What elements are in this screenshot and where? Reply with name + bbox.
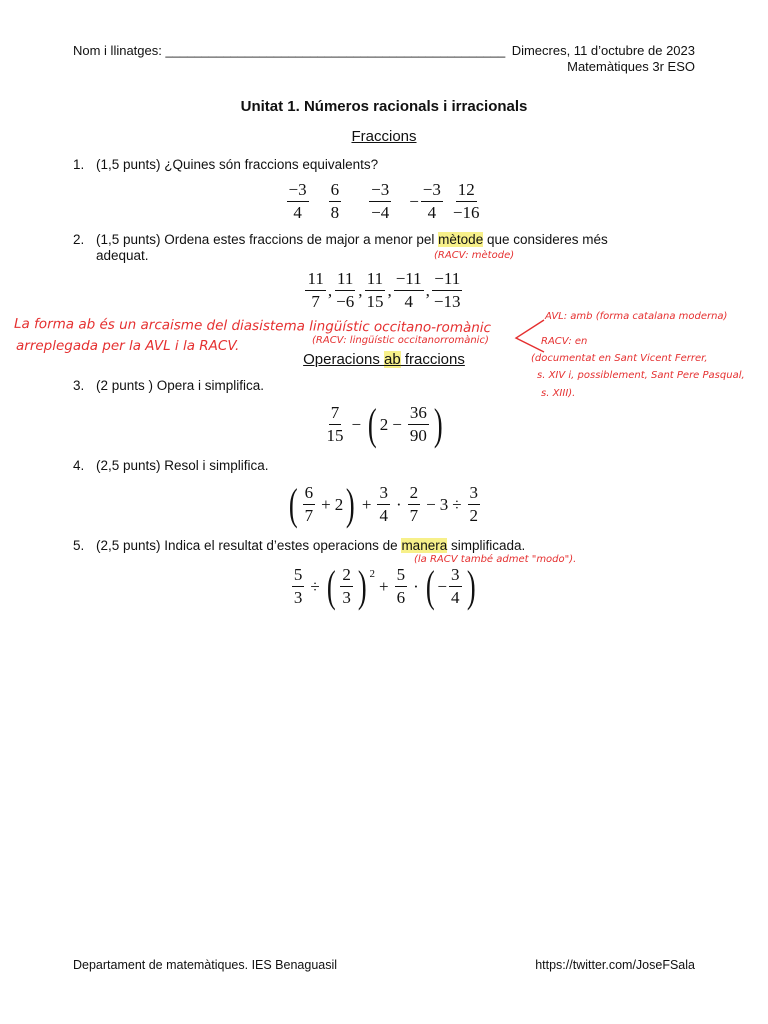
annotation-manera: (la RACV també admet "modo"). [414,554,577,565]
q3-expression: $\frac{7}{15}$ − ( 2 − $\frac{36}{90}$ ) [326,399,443,449]
fraction: $\frac{36}{90}$ [409,403,427,445]
fraction: $\frac{-11}{-13}$ [433,269,461,311]
fraction: $\frac{-3}{4}$ [422,180,441,222]
fraction: $\frac{11}{15}$ [366,269,384,311]
annotation-documented-3: s. XIII). [541,388,576,399]
q5-expression: $\frac{5}{3}$ ÷ ( $\frac{2}{3}$ ) $^2$ + $\frac{5}{6}$ · ( − $\frac{3}{4}$ ) [293,561,476,611]
fraction: $\frac{3}{4}$ [451,565,460,607]
fraction: $\frac{3}{4}$ [379,483,388,525]
footer-department: Departament de matemàtiques. IES Benaguasil [73,958,338,972]
section-fractions-heading: Fraccions [351,128,417,145]
fraction: $\frac{6}{8}$ [330,180,340,222]
fraction: $\frac{7}{15}$ [326,403,344,445]
fraction: $\frac{12}{-16}$ [452,180,480,222]
course-name: Matemàtiques 3r ESO [567,59,695,74]
fraction: $\frac{2}{7}$ [409,483,419,525]
highlighted-word: ab [383,351,401,368]
exam-date: Dimecres, 11 d’octubre de 2023 [511,43,695,58]
question-number: 1. [73,157,85,172]
fraction: $\frac{6}{7}$ [304,483,314,525]
annotation-documented-2: s. XIV i, possiblement, Sant Pere Pasqual, [537,370,745,381]
exponent: 2 [369,568,375,580]
question-number: 3. [73,378,85,393]
highlighted-word: mètode [438,232,484,247]
annotation-metode: (RACV: mètode) [434,250,515,261]
annotation-racv: RACV: en [541,336,588,347]
fraction: $\frac{3}{2}$ [469,483,479,525]
fraction: $\frac{-3}{4}$ [288,180,307,222]
question-number: 2. [73,232,85,247]
highlighted-word: manera [401,538,448,553]
q2-fractions: $\frac{11}{7}$ , $\frac{11}{-6}$ , $\frac{11}{15}$ , $\frac{-11}{4}$ , $\frac{-11}{-13}$ [307,269,461,311]
annotation-avl: AVL: amb (forma catalana moderna) [545,311,728,322]
fraction: $\frac{2}{3}$ [342,565,351,607]
annotation-documented-1: (documentat en Sant Vicent Ferrer, [531,353,708,364]
fraction: $\frac{11}{-6}$ [336,269,355,311]
question-number: 4. [73,458,85,473]
question-2 [0,232,768,266]
question-text: (2,5 punts) Indica el resultat d’estes operacions de manera simplificada. [96,538,526,553]
q1-fractions [0,181,768,222]
fraction: $\frac{-11}{4}$ [395,269,422,311]
fraction: $\frac{11}{7}$ [307,269,324,311]
page-title: Unitat 1. Números racionals i irracionals [240,98,528,115]
minus-sign: − [409,191,419,211]
footer-link[interactable]: https://twitter.com/JoseFSala [535,958,695,972]
fraction: $\frac{5}{3}$ [293,565,303,607]
annotation-ab-racv: (RACV: lingüístic occitanorromànic) [312,335,489,346]
question-text: (2 punts ) Opera i simplifica. [96,378,265,393]
q4-expression: ( $\frac{6}{7}$ + 2 ) + $\frac{3}{4}$ · $\frac{2}{7}$ − 3 ÷ $\frac{3}{2}$ [288,479,479,529]
question-number: 5. [73,538,85,553]
fraction: $\frac{-3}{-4}$ [371,180,390,222]
question-text: (1,5 punts) Ordena estes fraccions de major a menor pel mètode que consideres més adequat. [96,232,608,263]
annotation-ab-line1: La forma ab és un arcaisme del diasistema lingüístic occitano-romànic [13,315,492,337]
question-text: (2,5 punts) Resol i simplifica. [96,458,269,473]
question-text: (1,5 punts) ¿Quines són fraccions equivalents? [96,157,379,172]
name-field-label: Nom i llinatges: _______________________________________________ [73,43,506,58]
fraction: $\frac{5}{6}$ [396,565,406,607]
annotation-ab-line2: arreplegada per la AVL i la RACV. [16,338,240,354]
section-operations-heading: Operacions ab fraccions [303,351,465,368]
